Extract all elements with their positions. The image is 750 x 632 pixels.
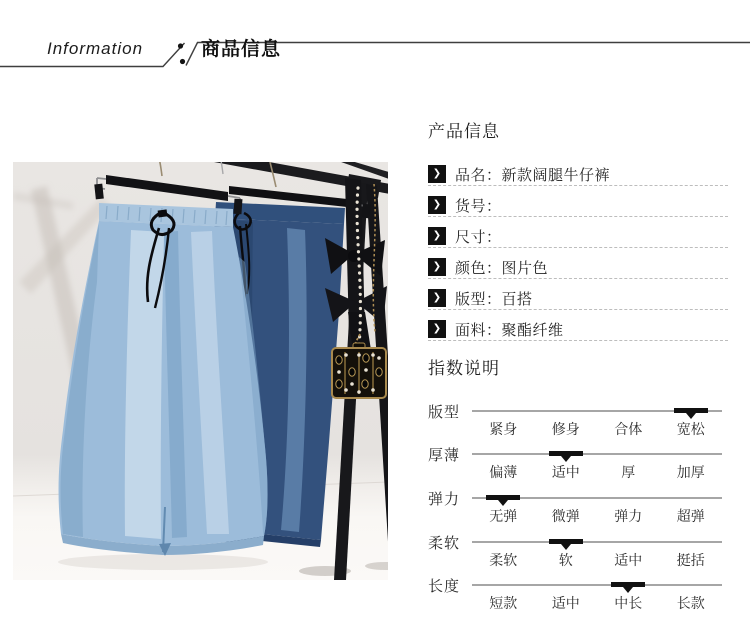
index-option: 柔软 [489,552,518,568]
index-option: 修身 [551,421,580,437]
index-track [472,410,722,439]
chevron-right-icon: ❯ [428,196,446,214]
index-scale-line [472,584,722,586]
index-guide-section [428,358,728,632]
index-option: 加厚 [676,464,705,480]
index-option: 短款 [489,595,518,611]
index-option: 弹力 [614,508,643,524]
field-label: 颜色： [455,259,502,277]
index-track [472,497,722,526]
field-value: 新款阔腿牛仔裤 [501,166,611,184]
field-value: 百搭 [501,290,533,308]
field-label: 版型： [455,290,502,308]
field-label: 货号： [455,197,502,215]
index-option: 偏薄 [489,464,518,480]
index-option: 适中 [551,464,580,480]
index-option: 软 [558,552,573,568]
index-option: 长款 [676,595,705,611]
index-track [472,453,722,482]
index-row-label: 版型 [428,404,461,421]
index-row-length [428,578,728,624]
field-label: 品名： [455,166,502,184]
header-chinese-title: 商品信息 [201,39,282,60]
index-option: 适中 [551,595,580,611]
product-info-title: 产品信息 [428,122,500,141]
index-track [472,541,722,570]
product-info-row-fabric [428,318,728,341]
index-row-thickness [428,447,728,493]
index-row-softness [428,535,728,581]
product-info-section [428,121,728,349]
chevron-right-icon: ❯ [428,258,446,276]
index-row-fit [428,404,728,450]
index-row-label: 厚薄 [428,447,461,464]
index-marker [486,495,520,500]
product-info-row-color [428,256,728,279]
product-info-row-item-no [428,194,728,217]
divider-dot-bottom [180,59,185,64]
index-scale-line [472,453,722,455]
index-option: 超弹 [676,508,705,524]
field-label: 尺寸： [455,228,502,246]
index-option: 无弹 [489,508,518,524]
chevron-right-icon: ❯ [428,289,446,307]
divider-dot-top [178,43,183,48]
index-scale-line [472,541,722,543]
chevron-right-icon: ❯ [428,227,446,245]
index-option: 适中 [614,552,643,568]
index-option: 挺括 [676,552,705,568]
index-guide-title: 指数说明 [428,359,500,378]
index-track [472,584,722,613]
index-row-elasticity [428,491,728,537]
chevron-right-icon: ❯ [428,165,446,183]
index-marker [549,539,583,544]
field-value: 聚酯纤维 [501,321,564,339]
field-value: 图片色 [501,259,549,277]
product-info-row-fit [428,287,728,310]
index-option: 中长 [614,595,643,611]
product-photo [13,162,388,580]
product-info-row-size [428,225,728,248]
index-option: 紧身 [489,421,518,437]
index-option: 合体 [614,421,643,437]
index-option: 厚 [621,464,636,480]
field-label: 面料： [455,321,502,339]
index-row-label: 长度 [428,578,461,595]
index-marker [549,451,583,456]
index-row-label: 柔软 [428,535,461,552]
index-row-label: 弹力 [428,491,461,508]
index-marker [611,582,645,587]
product-info-row-name [428,163,728,186]
index-marker [674,408,708,413]
index-option: 微弹 [551,508,580,524]
index-option: 宽松 [676,421,705,437]
header-english-label: Information [47,39,144,58]
chevron-right-icon: ❯ [428,320,446,338]
